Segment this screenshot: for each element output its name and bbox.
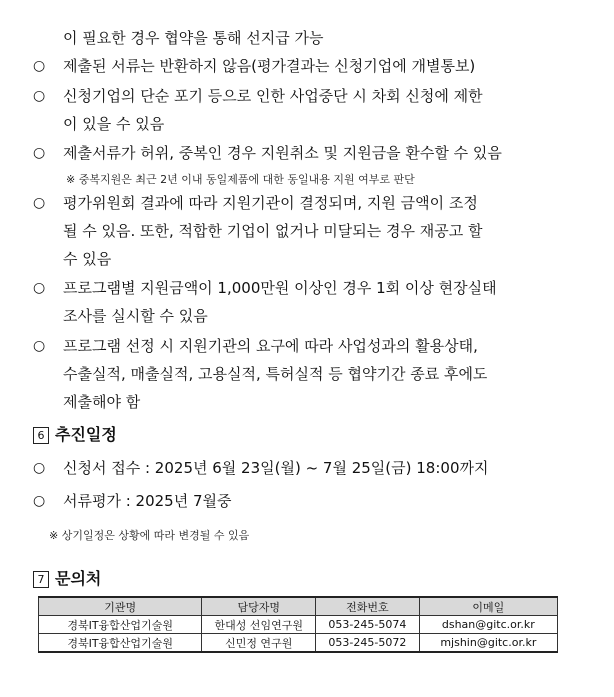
table-cell: 053-245-5074 <box>316 616 420 634</box>
bullet-icon: ○ <box>33 145 46 161</box>
section-title-schedule <box>33 422 117 445</box>
contact-table <box>38 596 558 653</box>
bullet-icon: ○ <box>33 493 46 509</box>
text-line: 수출실적, 매출실적, 고용실적, 특허실적 등 협약기간 종료 후에도 <box>63 365 488 383</box>
text-line: 이 필요한 경우 협약을 통해 선지급 가능 <box>63 29 324 47</box>
text-line: 프로그램 선정 시 지원기관의 요구에 따라 사업성과의 활용상태, <box>63 337 478 355</box>
table-row <box>39 616 558 634</box>
section-number: 6 <box>33 427 49 444</box>
table-cell: 053-245-5072 <box>316 634 420 653</box>
section-title-text: 추진일정 <box>55 425 117 444</box>
text-line: 제출해야 함 <box>63 393 141 411</box>
table-row <box>39 634 558 653</box>
text-line: 평가위원회 결과에 따라 지원기관이 결정되며, 지원 금액이 조정 <box>63 194 478 212</box>
text-line: 수 있음 <box>63 250 112 268</box>
bullet-icon: ○ <box>33 338 46 354</box>
table-cell: dshan@gitc.or.kr <box>419 616 557 634</box>
text-line: 신청기업의 단순 포기 등으로 인한 사업중단 시 차회 신청에 제한 <box>63 87 483 105</box>
table-cell: 신민정 연구원 <box>202 634 316 653</box>
bullet-icon: ○ <box>33 460 46 476</box>
bullet-icon: ○ <box>33 88 46 104</box>
schedule-item: 신청서 접수 : 2025년 6월 23일(월) ~ 7월 25일(금) 18:00까지 <box>63 459 489 477</box>
table-cell: mjshin@gitc.or.kr <box>419 634 557 653</box>
table-cell: 경북IT융합산업기술원 <box>39 634 202 653</box>
section-title-text: 문의처 <box>55 569 102 588</box>
column-header: 이메일 <box>419 597 557 616</box>
schedule-item: 서류평가 : 2025년 7월중 <box>63 492 232 510</box>
text-line: 제출된 서류는 반환하지 않음(평가결과는 신청기업에 개별통보) <box>63 57 476 75</box>
bullet-icon: ○ <box>33 280 46 296</box>
table-cell: 경북IT융합산업기술원 <box>39 616 202 634</box>
table-header-row <box>39 597 558 616</box>
table-cell: 한대성 선임연구원 <box>202 616 316 634</box>
column-header: 담당자명 <box>202 597 316 616</box>
note-text: ※ 중복지원은 최근 2년 이내 동일제품에 대한 동일내용 지원 여부로 판단 <box>66 173 415 186</box>
text-line: 제출서류가 허위, 중복인 경우 지원취소 및 지원금을 환수할 수 있음 <box>63 144 502 162</box>
bullet-icon: ○ <box>33 195 46 211</box>
bullet-icon: ○ <box>33 58 46 74</box>
schedule-note: ※ 상기일정은 상황에 따라 변경될 수 있음 <box>49 529 250 542</box>
column-header: 전화번호 <box>316 597 420 616</box>
column-header: 기관명 <box>39 597 202 616</box>
text-line: 이 있을 수 있음 <box>63 115 165 133</box>
text-line: 프로그램별 지원금액이 1,000만원 이상인 경우 1회 이상 현장실태 <box>63 279 497 297</box>
text-line: 조사를 실시할 수 있음 <box>63 307 208 325</box>
section-title-contact <box>33 566 101 589</box>
section-number: 7 <box>33 571 49 588</box>
text-line: 될 수 있음. 또한, 적합한 기업이 없거나 미달되는 경우 재공고 할 <box>63 222 483 240</box>
